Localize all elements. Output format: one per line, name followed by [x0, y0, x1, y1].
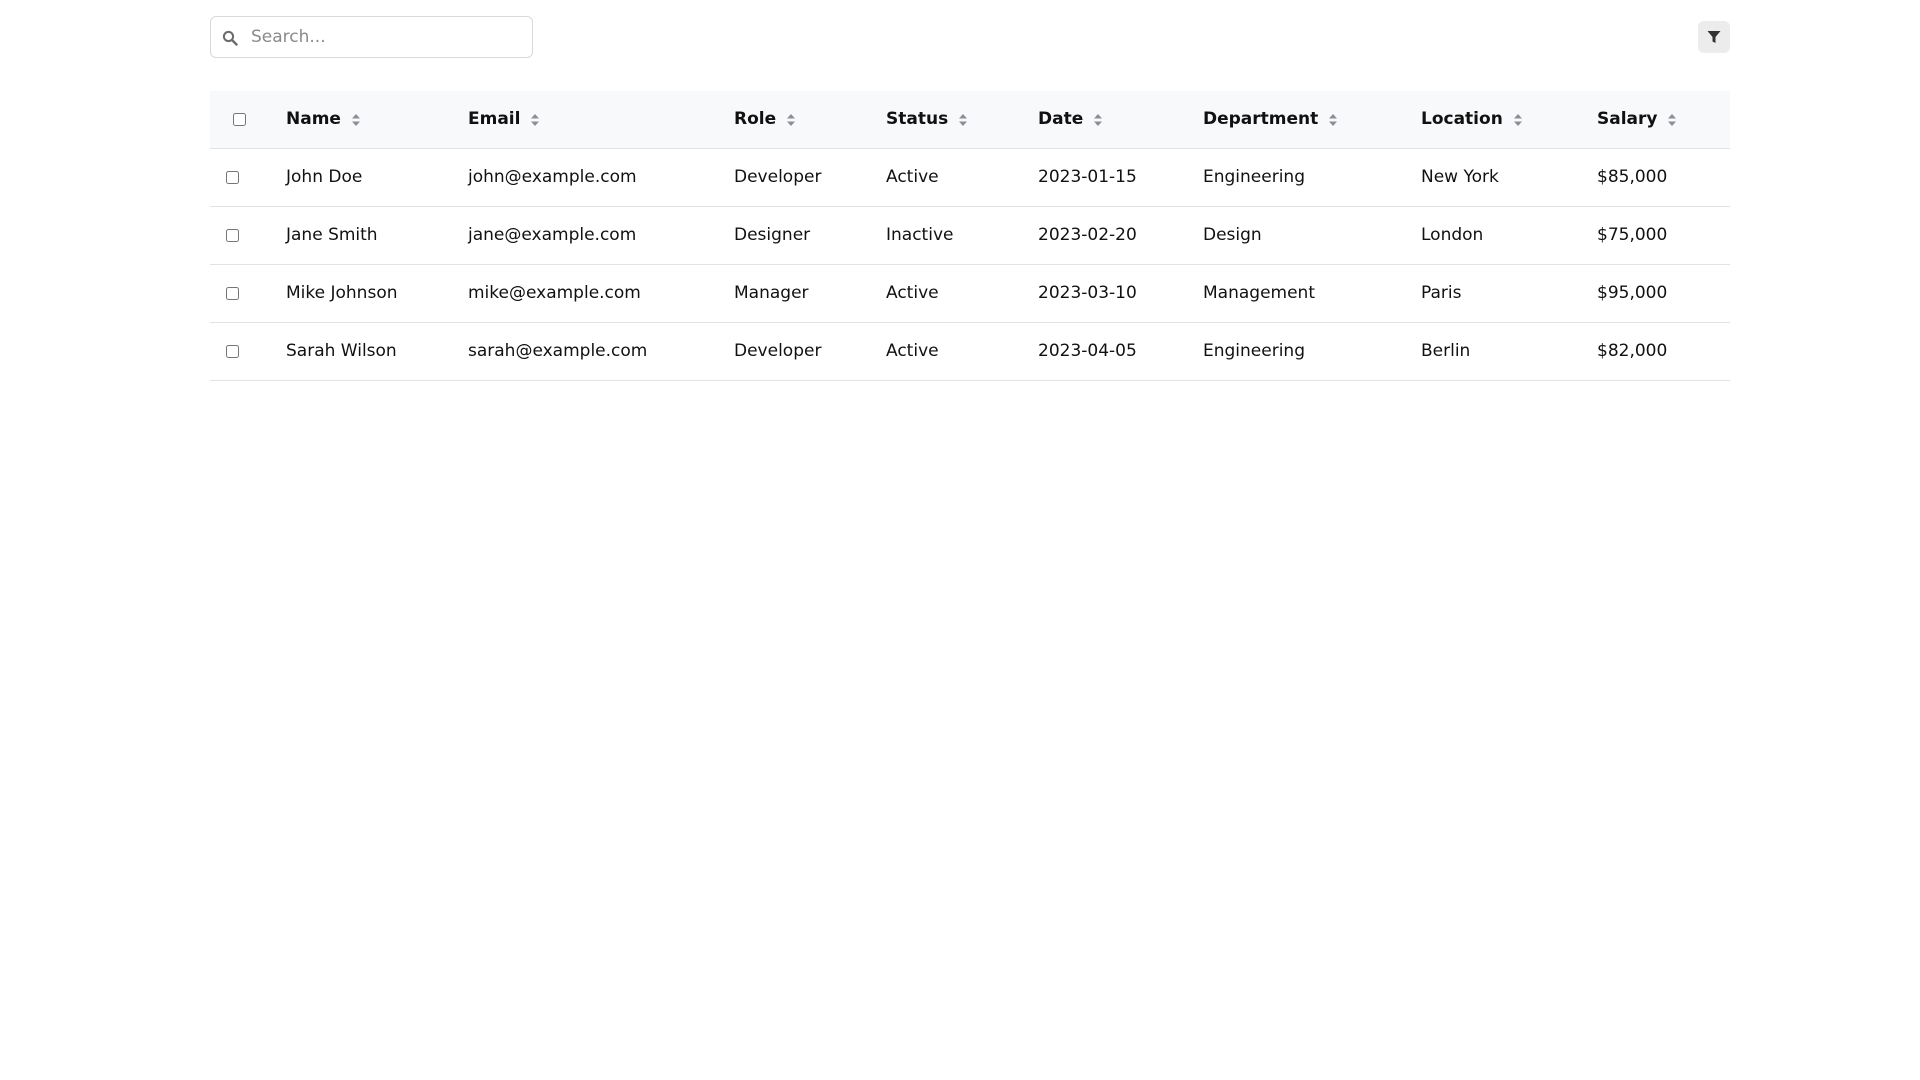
- row-select-cell: [210, 322, 286, 380]
- table-row[interactable]: [210, 206, 1730, 264]
- table-row[interactable]: [210, 148, 1730, 206]
- sort-icon[interactable]: [1328, 112, 1338, 126]
- cell-name: Mike Johnson: [286, 283, 398, 303]
- cell-location: Berlin: [1421, 341, 1471, 361]
- column-header-name[interactable]: [286, 91, 468, 148]
- row-checkbox[interactable]: [226, 287, 239, 300]
- row-select-cell: [210, 206, 286, 264]
- filter-icon: [1706, 29, 1722, 45]
- cell-location: London: [1421, 225, 1484, 245]
- sort-icon[interactable]: [1667, 112, 1677, 126]
- sort-icon[interactable]: [1093, 112, 1103, 126]
- column-header-label: Date: [1038, 109, 1084, 130]
- cell-status: Active: [886, 283, 939, 303]
- cell-email: mike@example.com: [468, 283, 641, 303]
- cell-salary: $85,000: [1597, 167, 1668, 187]
- search-box[interactable]: [210, 16, 533, 58]
- row-select-cell: [210, 264, 286, 322]
- column-header-salary[interactable]: [1597, 91, 1730, 148]
- column-header-date[interactable]: [1038, 91, 1203, 148]
- cell-email: jane@example.com: [468, 225, 637, 245]
- cell-department: Engineering: [1203, 341, 1305, 361]
- cell-email: john@example.com: [468, 167, 637, 187]
- table-row[interactable]: [210, 264, 1730, 322]
- cell-name: Sarah Wilson: [286, 341, 397, 361]
- cell-status: Active: [886, 341, 939, 361]
- column-header-role[interactable]: [734, 91, 886, 148]
- cell-date: 2023-01-15: [1038, 167, 1137, 187]
- cell-salary: $82,000: [1597, 341, 1668, 361]
- table-body: [210, 148, 1730, 380]
- toolbar: [210, 16, 1730, 58]
- select-all-checkbox[interactable]: [233, 113, 246, 126]
- cell-name: Jane Smith: [286, 225, 378, 245]
- row-checkbox[interactable]: [226, 229, 239, 242]
- column-header-label: Salary: [1597, 109, 1658, 130]
- column-header-label: Department: [1203, 109, 1319, 130]
- cell-department: Engineering: [1203, 167, 1305, 187]
- sort-icon[interactable]: [351, 112, 361, 126]
- cell-location: New York: [1421, 167, 1499, 187]
- search-input[interactable]: [251, 17, 526, 57]
- cell-role: Developer: [734, 167, 822, 187]
- cell-department: Management: [1203, 283, 1315, 303]
- search-icon: [222, 30, 238, 46]
- row-select-cell: [210, 148, 286, 206]
- cell-email: sarah@example.com: [468, 341, 648, 361]
- cell-role: Designer: [734, 225, 811, 245]
- column-header-department[interactable]: [1203, 91, 1421, 148]
- data-table: [210, 91, 1730, 381]
- table-row[interactable]: [210, 322, 1730, 380]
- column-header-label: Role: [734, 109, 777, 130]
- row-checkbox[interactable]: [226, 345, 239, 358]
- cell-date: 2023-02-20: [1038, 225, 1137, 245]
- select-all-cell: [210, 91, 286, 148]
- column-header-status[interactable]: [886, 91, 1038, 148]
- filter-button[interactable]: [1698, 21, 1730, 53]
- table-header-row: [210, 91, 1730, 148]
- cell-salary: $95,000: [1597, 283, 1668, 303]
- sort-icon[interactable]: [1513, 112, 1523, 126]
- sort-icon[interactable]: [530, 112, 540, 126]
- sort-icon[interactable]: [786, 112, 796, 126]
- column-header-label: Email: [468, 109, 521, 130]
- cell-location: Paris: [1421, 283, 1462, 303]
- cell-status: Inactive: [886, 225, 954, 245]
- column-header-label: Location: [1421, 109, 1503, 130]
- row-checkbox[interactable]: [226, 171, 239, 184]
- cell-status: Active: [886, 167, 939, 187]
- column-header-email[interactable]: [468, 91, 734, 148]
- column-header-label: Status: [886, 109, 949, 130]
- cell-date: 2023-04-05: [1038, 341, 1137, 361]
- cell-role: Developer: [734, 341, 822, 361]
- column-header-label: Name: [286, 109, 341, 130]
- sort-icon[interactable]: [958, 112, 968, 126]
- cell-date: 2023-03-10: [1038, 283, 1137, 303]
- cell-salary: $75,000: [1597, 225, 1668, 245]
- cell-name: John Doe: [286, 167, 363, 187]
- cell-department: Design: [1203, 225, 1262, 245]
- cell-role: Manager: [734, 283, 809, 303]
- column-header-location[interactable]: [1421, 91, 1597, 148]
